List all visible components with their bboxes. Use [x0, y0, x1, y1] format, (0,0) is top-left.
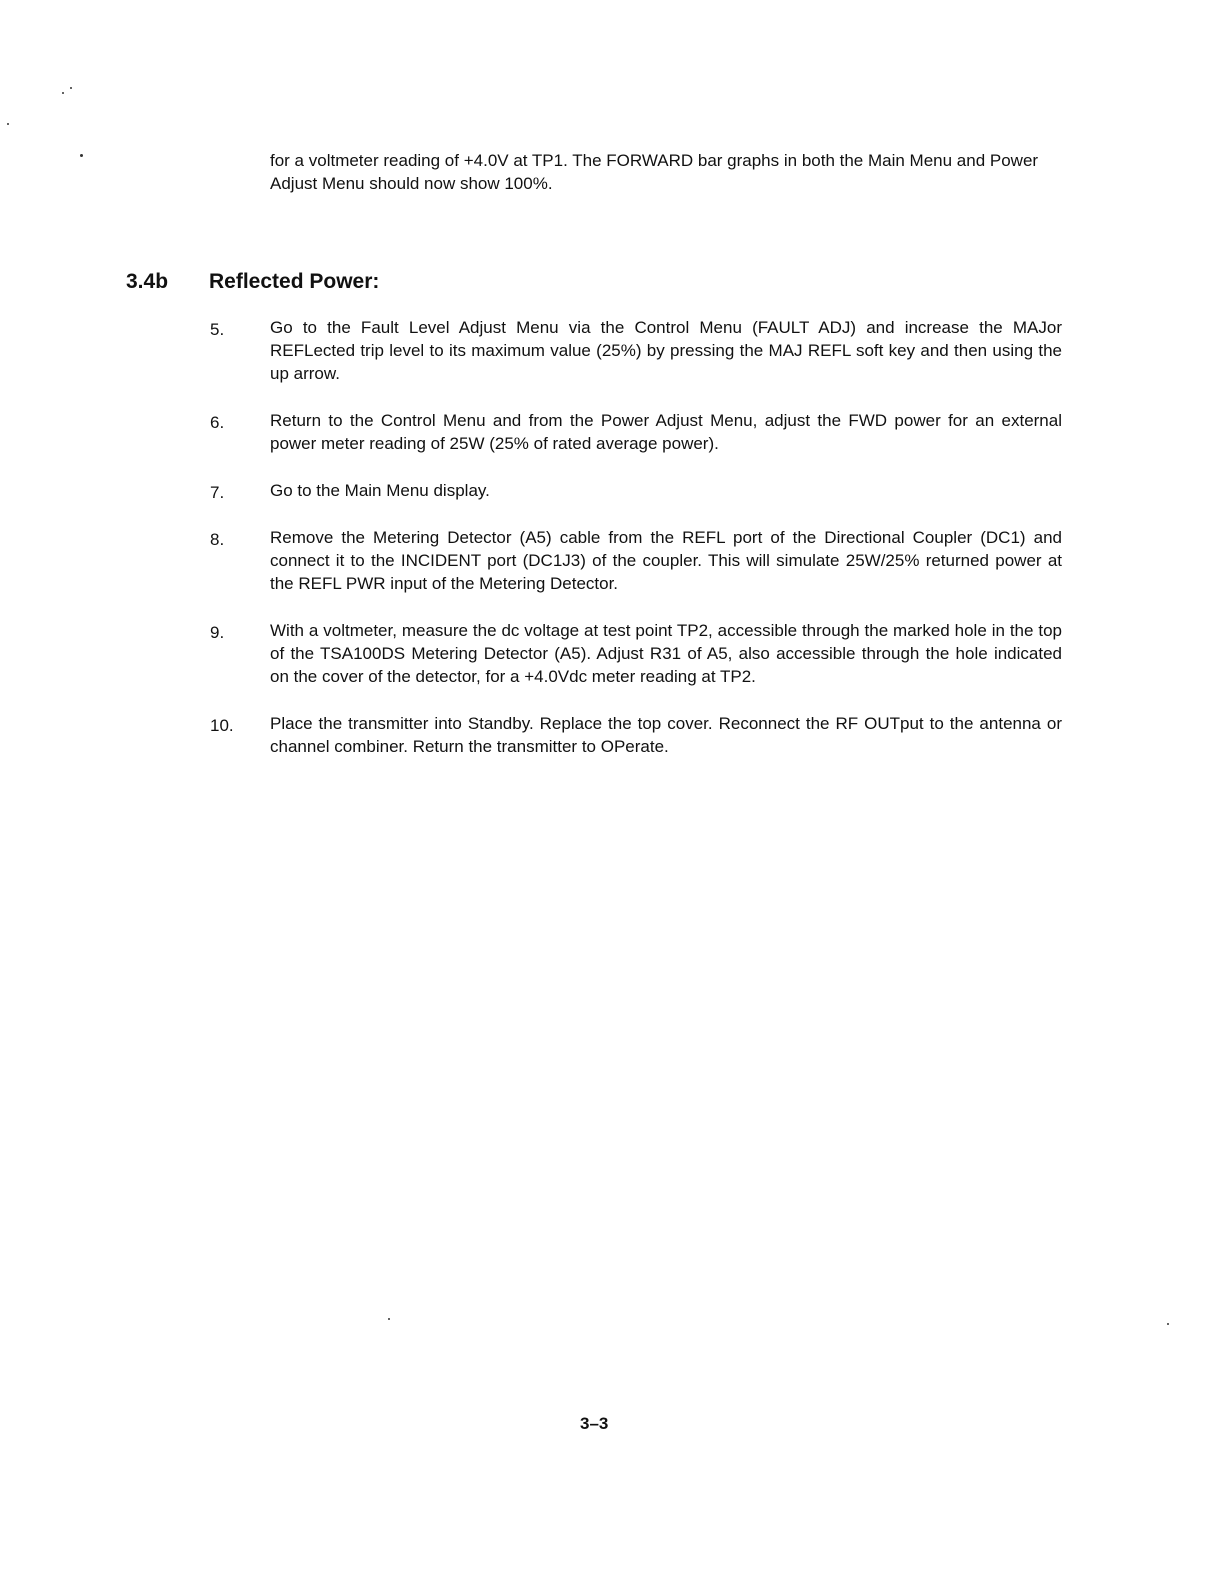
step-text: With a voltmeter, measure the dc voltage at test point TP2, accessible through the marked hole in the top of the TSA100DS Metering Detector (A5). Adjust R31 of A5, also accessible through the hole indicated on the cover of the detector, for a +4.0Vdc meter reading at TP2.: [270, 621, 1062, 686]
step-text: Place the transmitter into Standby. Replace the top cover. Reconnect the RF OUTput to the antenna or channel combiner. Return the transmitter to OPerate.: [270, 714, 1062, 756]
section-number: 3.4b: [126, 270, 169, 293]
scan-speck: [7, 123, 9, 125]
step-number: 9.: [210, 623, 225, 642]
step-text: Return to the Control Menu and from the Power Adjust Menu, adjust the FWD power for an external power meter reading of 25W (25% of rated average power).: [270, 411, 1062, 453]
list-item: [210, 316, 1062, 385]
section-title: Reflected Power:: [209, 270, 380, 293]
step-text: Go to the Fault Level Adjust Menu via the Control Menu (FAULT ADJ) and increase the MAJor REFLected trip level to its maximum value (25%) by pressing the MAJ REFL soft key and then using the up arrow.: [270, 318, 1062, 383]
scan-speck: [1167, 1323, 1169, 1325]
scan-speck: [70, 87, 72, 89]
step-number: 6.: [210, 413, 225, 432]
intro-paragraph: for a voltmeter reading of +4.0V at TP1. The FORWARD bar graphs in both the Main Menu and Power Adjust Menu should now show 100%.: [270, 151, 1039, 193]
step-number: 10.: [210, 716, 234, 735]
section-heading: [126, 270, 726, 294]
scan-speck: [388, 1318, 390, 1320]
step-number: 5.: [210, 320, 225, 339]
page-number: 3–3: [580, 1414, 609, 1433]
step-number: 8.: [210, 530, 225, 549]
scan-speck: [62, 92, 64, 94]
list-item: [210, 479, 1062, 502]
list-item: [210, 619, 1062, 688]
procedure-steps: [210, 316, 1062, 758]
step-text: Go to the Main Menu display.: [270, 481, 490, 500]
list-item: [210, 409, 1062, 455]
scan-speck: [80, 154, 83, 157]
list-item: [210, 712, 1062, 758]
step-number: 7.: [210, 483, 225, 502]
list-item: [210, 526, 1062, 595]
step-text: Remove the Metering Detector (A5) cable from the REFL port of the Directional Coupler (DC1) and connect it to the INCIDENT port (DC1J3) of the coupler. This will simulate 25W/25% returned power at the REFL PWR input of the Metering Detector.: [270, 528, 1062, 593]
